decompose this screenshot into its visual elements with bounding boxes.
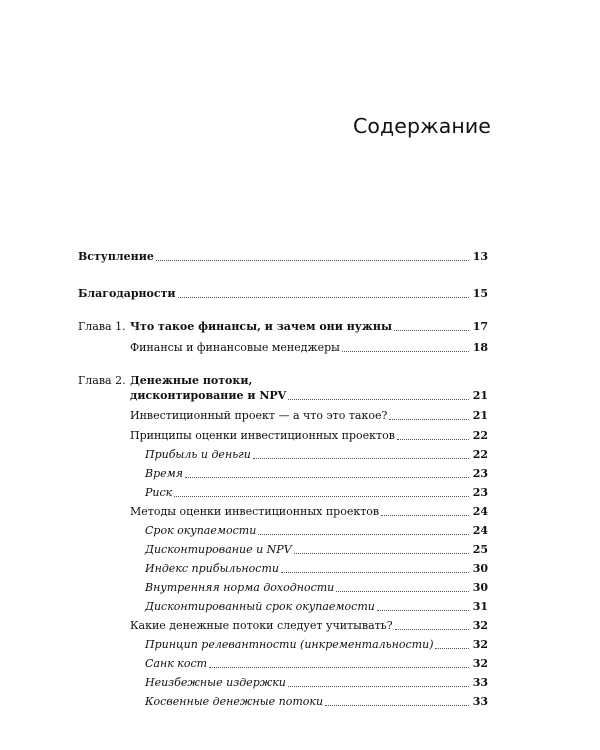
chapter-number: Глава 2. (78, 374, 126, 387)
toc-page-number: 23 (472, 486, 488, 499)
toc-page-number: 18 (472, 341, 488, 354)
toc-page-number: 25 (472, 543, 488, 556)
toc-page-number: 21 (472, 409, 488, 422)
leader-dots (342, 351, 469, 352)
leader-dots (381, 515, 469, 516)
toc-entry-label: Методы оценки инвестиционных проектов (130, 505, 380, 518)
toc-entry-label: Время (145, 467, 184, 480)
toc-page-number: 21 (472, 389, 488, 402)
chapter-title: Что такое финансы, и зачем они нужны (130, 320, 392, 333)
toc-entry-label: Принципы оценки инвестиционных проектов (130, 429, 395, 442)
leader-dots (156, 260, 469, 261)
toc-entry-label: Косвенные денежные потоки (145, 695, 324, 708)
toc-entry-label: Неизбежные издержки (145, 676, 286, 689)
toc-page-number: 33 (472, 695, 488, 708)
toc-entry-label: Санк кост (145, 657, 208, 670)
toc-entry-subsection[interactable] (145, 638, 488, 651)
toc-entry-label: Финансы и финансовые менеджеры (130, 341, 340, 354)
toc-entry-subsection[interactable] (145, 676, 488, 689)
leader-dots (294, 553, 469, 554)
toc-entry-acknowledgements[interactable] (78, 287, 488, 300)
toc-page-number: 30 (472, 562, 488, 575)
leader-dots (395, 629, 469, 630)
leader-dots (288, 399, 469, 400)
toc-entry-section[interactable] (130, 619, 488, 632)
toc-entry-subsection[interactable] (145, 657, 488, 670)
toc-entry-label: Вступление (78, 250, 154, 263)
leader-dots (389, 419, 469, 420)
leader-dots (178, 297, 469, 298)
leader-dots (281, 572, 469, 573)
toc-page-number: 13 (472, 250, 488, 263)
toc-entry-chapter-1[interactable] (78, 320, 488, 333)
toc-entry-label: Индекс прибыльности (145, 562, 279, 575)
toc-entry-label: Прибыль и деньги (145, 448, 251, 461)
toc-entry-chapter-2-head (78, 374, 252, 387)
toc-page-number: 32 (472, 657, 488, 670)
toc-entry-subsection[interactable] (145, 448, 488, 461)
leader-dots (185, 477, 469, 478)
chapter-title-line2: дисконтирование и NPV (130, 389, 287, 402)
toc-entry-subsection[interactable] (145, 695, 488, 708)
leader-dots (258, 534, 469, 535)
toc-page-number: 31 (472, 600, 488, 613)
leader-dots (336, 591, 469, 592)
toc-entry-subsection[interactable] (145, 562, 488, 575)
leader-dots (325, 705, 469, 706)
toc-entry-section[interactable] (130, 341, 488, 354)
toc-entry-subsection[interactable] (145, 524, 488, 537)
leader-dots (397, 439, 469, 440)
leader-dots (174, 496, 469, 497)
leader-dots (253, 458, 469, 459)
toc-entry-label: Принцип релевантности (инкрементальности) (145, 638, 434, 651)
toc-entry-label: Риск (145, 486, 173, 499)
toc-page-number: 32 (472, 638, 488, 651)
toc-entry-label: Внутренняя норма доходности (145, 581, 335, 594)
toc-entry-subsection[interactable] (145, 543, 488, 556)
toc-page-number: 22 (472, 448, 488, 461)
toc-entry-label: Инвестиционный проект — а что это такое? (130, 409, 388, 422)
leader-dots (288, 686, 469, 687)
toc-entry-subsection[interactable] (145, 486, 488, 499)
toc-entry-subsection[interactable] (145, 600, 488, 613)
toc-entry-subsection[interactable] (145, 467, 488, 480)
toc-page-number: 22 (472, 429, 488, 442)
toc-entry-section[interactable] (130, 409, 488, 422)
toc-entry-intro[interactable] (78, 250, 488, 263)
leader-dots (377, 610, 469, 611)
chapter-number: Глава 1. (78, 320, 126, 333)
toc-page-number: 23 (472, 467, 488, 480)
toc-page-number: 24 (472, 505, 488, 518)
toc-page-number: 24 (472, 524, 488, 537)
toc-page-number: 32 (472, 619, 488, 632)
toc-entry-label: Дисконтирование и NPV (145, 543, 292, 556)
toc-entry-chapter-2[interactable] (130, 389, 488, 402)
leader-dots (435, 648, 469, 649)
page-title: Содержание (352, 114, 491, 138)
toc-page-number: 33 (472, 676, 488, 689)
leader-dots (394, 330, 469, 331)
chapter-title-line1: Денежные потоки, (130, 374, 253, 387)
toc-entry-label: Какие денежные потоки следует учитывать? (130, 619, 393, 632)
toc-entry-section[interactable] (130, 429, 488, 442)
toc-entry-label: Срок окупаемости (145, 524, 257, 537)
leader-dots (209, 667, 469, 668)
toc-page-number: 30 (472, 581, 488, 594)
toc-page-number: 15 (472, 287, 488, 300)
toc-entry-label: Дисконтированный срок окупаемости (145, 600, 375, 613)
toc-page-number: 17 (472, 320, 488, 333)
toc-entry-label: Благодарности (78, 287, 176, 300)
toc-entry-subsection[interactable] (145, 581, 488, 594)
toc-entry-section[interactable] (130, 505, 488, 518)
